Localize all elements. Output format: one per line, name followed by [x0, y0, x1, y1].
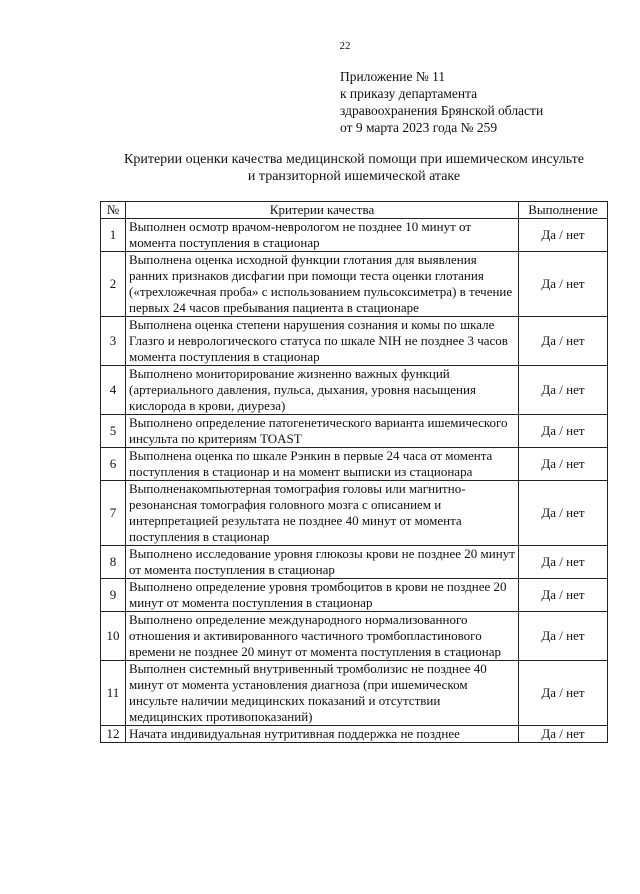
appendix-line: к приказу департамента [340, 86, 478, 101]
table-row [101, 579, 608, 612]
document-title [96, 151, 612, 185]
table-row [101, 317, 608, 366]
table-row [101, 415, 608, 448]
row-number: 3 [101, 317, 126, 366]
table-row [101, 252, 608, 317]
row-criterion: Выполнена оценка исходной функции глотания для выявления ранних признаков дисфагии при помощи теста оценки глотания («трехложечная проба» с использованием пульсоксиметра) в течение первых 24 часов пребывания пациента в стационаре [126, 252, 519, 317]
row-result: Да / нет [519, 219, 608, 252]
row-number: 5 [101, 415, 126, 448]
row-number: 8 [101, 546, 126, 579]
row-result: Да / нет [519, 579, 608, 612]
appendix-header [340, 68, 543, 136]
appendix-line: здравоохранения Брянской области [340, 103, 544, 118]
header-criteria: Критерии качества [126, 202, 519, 219]
row-criterion: Выполнено определение международного нормализованного отношения и активированного частичного тромбопластинового времени не позднее 20 минут от момента поступления в стационар [126, 612, 519, 661]
row-result: Да / нет [519, 448, 608, 481]
row-criterion: Выполнен системный внутривенный тромболизис не позднее 40 минут от момента установления диагноза (при ишемическом инсульте наличии медицинских показаний и отсутствии медицинских противопоказаний) [126, 661, 519, 726]
row-criterion: Выполнено мониторирование жизненно важных функций (артериального давления, пульса, дыхания, уровня насыщения кислорода в крови, диуреза) [126, 366, 519, 415]
appendix-line: Приложение № 11 [340, 69, 446, 84]
header-result: Выполнение [519, 202, 608, 219]
row-criterion: Выполнен осмотр врачом-неврологом не позднее 10 минут от момента поступления в стационар [126, 219, 519, 252]
row-criterion: Выполнена оценка степени нарушения сознания и комы по шкале Глазго и неврологического статуса по шкале NIH не позднее 3 часов момента поступления в стационар [126, 317, 519, 366]
row-number: 10 [101, 612, 126, 661]
row-result: Да / нет [519, 546, 608, 579]
row-result: Да / нет [519, 726, 608, 743]
row-result: Да / нет [519, 252, 608, 317]
row-result: Да / нет [519, 415, 608, 448]
row-number: 7 [101, 481, 126, 546]
row-result: Да / нет [519, 612, 608, 661]
row-number: 1 [101, 219, 126, 252]
table-row [101, 612, 608, 661]
row-result: Да / нет [519, 481, 608, 546]
table-row [101, 661, 608, 726]
row-criterion: Выполненакомпьютерная томография головы или магнитно-резонансная томография головного мозга с описанием и интерпретацией результата не позднее 40 минут от момента поступления в стационар [126, 481, 519, 546]
table-header-row [101, 202, 608, 219]
row-number: 11 [101, 661, 126, 726]
table-row [101, 546, 608, 579]
table-row [101, 726, 608, 743]
appendix-line: от 9 марта 2023 года № 259 [340, 120, 498, 135]
page-bottom-margin [0, 820, 640, 894]
row-result: Да / нет [519, 366, 608, 415]
table-row [101, 219, 608, 252]
table-row [101, 366, 608, 415]
row-number: 12 [101, 726, 126, 743]
row-criterion [126, 726, 519, 743]
row-number: 4 [101, 366, 126, 415]
row-number: 6 [101, 448, 126, 481]
row-criterion: Выполнена оценка по шкале Рэнкин в первые 24 часа от момента поступления в стационар и на момент выписки из стационара [126, 448, 519, 481]
row-result: Да / нет [519, 317, 608, 366]
table-row [101, 448, 608, 481]
row-number: 2 [101, 252, 126, 317]
title-line: Критерии оценки качества медицинской помощи при ишемическом инсульте [124, 152, 584, 167]
header-number: № [101, 202, 126, 219]
table-row [101, 481, 608, 546]
row-number: 9 [101, 579, 126, 612]
row-criterion: Выполнено определение уровня тромбоцитов в крови не позднее 20 минут от момента поступления в стационар [126, 579, 519, 612]
criteria-table [100, 201, 608, 743]
row-criterion: Выполнено определение патогенетического варианта ишемического инсульта по критериям TOAST [126, 415, 519, 448]
row-criterion-text: Начата индивидуальная нутритивная поддержка не позднее [129, 726, 460, 741]
page-number: 22 [339, 40, 351, 52]
row-criterion: Выполнено исследование уровня глюкозы крови не позднее 20 минут от момента поступления в стационар [126, 546, 519, 579]
row-result: Да / нет [519, 661, 608, 726]
title-line: и транзиторной ишемической атаке [247, 169, 461, 184]
